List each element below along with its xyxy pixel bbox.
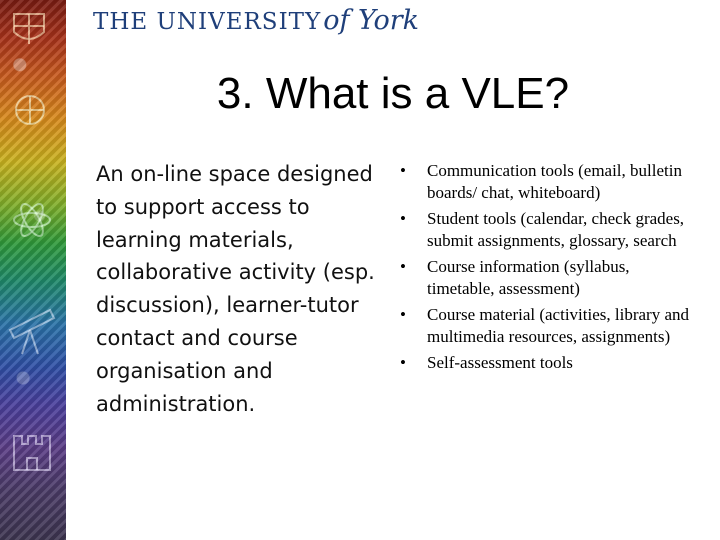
list-item-text: Course material (activities, library and multimedia resources, assignments) bbox=[427, 305, 689, 346]
university-logo bbox=[93, 2, 419, 44]
logo-script: of York bbox=[323, 5, 420, 36]
slide-title: 3. What is a VLE? bbox=[216, 69, 570, 118]
list-item bbox=[392, 304, 692, 347]
list-item-text: Student tools (calendar, check grades, submit assignments, glossary, search bbox=[427, 209, 685, 250]
compass-icon bbox=[16, 96, 44, 124]
telescope-icon bbox=[10, 310, 54, 354]
castle-icon bbox=[14, 436, 50, 470]
bullet-marker: • bbox=[400, 161, 406, 180]
list-item-text: Communication tools (email, bulletin boards/ chat, whiteboard) bbox=[427, 161, 682, 202]
list-item bbox=[392, 352, 692, 374]
logo-wordmark: THE UNIVERSITY bbox=[93, 9, 322, 35]
bullet-marker: • bbox=[400, 209, 406, 228]
list-item-text: Self-assessment tools bbox=[427, 353, 573, 372]
crest-icon bbox=[14, 14, 44, 44]
atom-icon bbox=[14, 201, 50, 239]
list-item bbox=[392, 208, 692, 251]
decorative-side-strip bbox=[0, 0, 66, 540]
list-item bbox=[392, 256, 692, 299]
vle-feature-list bbox=[392, 160, 692, 379]
list-item-text: Course information (syllabus, timetable, assessment) bbox=[427, 257, 630, 298]
side-strip-art bbox=[0, 0, 66, 540]
vle-definition: An on-line space designed to support access to learning materials, collaborative activity (esp. discussion), learner-tutor contact and course organisation and administration. bbox=[96, 162, 375, 416]
bullet-marker: • bbox=[400, 305, 406, 324]
bullet-marker: • bbox=[400, 353, 406, 372]
bullet-marker: • bbox=[400, 257, 406, 276]
list-item bbox=[392, 160, 692, 203]
